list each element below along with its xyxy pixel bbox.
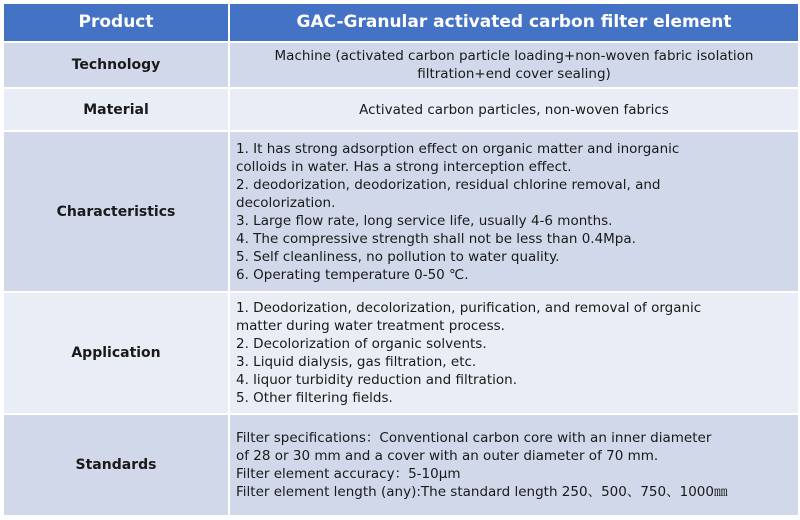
- label-technology: Technology: [3, 42, 229, 89]
- row-standards: [3, 414, 799, 516]
- row-application: [3, 292, 799, 414]
- characteristics-line: decolorization.: [236, 194, 336, 211]
- characteristics-line: 6. Operating temperature 0-50 ℃.: [236, 266, 469, 283]
- standards-line: Filter element length (any):The standard length 250、500、750、1000㎜: [236, 484, 728, 501]
- characteristics-line: 2. deodorization, deodorization, residual chlorine removal, and: [236, 176, 661, 193]
- characteristics-line: 5. Self cleanliness, no pollution to water quality.: [236, 248, 560, 265]
- value-technology: [229, 42, 799, 89]
- value-material: [229, 88, 799, 131]
- standards-line: of 28 or 30 mm and a cover with an outer diameter of 70 mm.: [236, 448, 659, 465]
- value-standards: [229, 414, 799, 516]
- characteristics-line: 3. Large flow rate, long service life, usually 4-6 months.: [236, 212, 613, 229]
- header-product-name: GAC-Granular activated carbon filter element: [229, 3, 799, 42]
- characteristics-line: 4. The compressive strength shall not be less than 0.4Mpa.: [236, 230, 636, 247]
- material-line: Activated carbon particles, non-woven fabrics: [359, 101, 669, 118]
- technology-line: Machine (activated carbon particle loading+non-woven fabric isolation: [274, 48, 754, 65]
- header-row: [3, 3, 799, 42]
- row-technology: [3, 42, 799, 89]
- header-product: Product: [3, 3, 229, 42]
- row-material: [3, 88, 799, 131]
- label-characteristics: Characteristics: [3, 131, 229, 292]
- characteristics-line: colloids in water. Has a strong interception effect.: [236, 158, 572, 175]
- characteristics-line: 1. It has strong adsorption effect on organic matter and inorganic: [236, 140, 680, 157]
- standards-line: Filter element accuracy：5-10μm: [236, 466, 461, 483]
- value-characteristics: [229, 131, 799, 292]
- technology-line: filtration+end cover sealing): [417, 66, 611, 83]
- product-spec-table: [2, 2, 800, 517]
- application-line: 5. Other filtering fields.: [236, 390, 393, 407]
- label-application: Application: [3, 292, 229, 414]
- label-material: Material: [3, 88, 229, 131]
- application-line: 1. Deodorization, decolorization, purification, and removal of organic: [236, 300, 702, 317]
- row-characteristics: [3, 131, 799, 292]
- application-line: matter during water treatment process.: [236, 318, 505, 335]
- label-standards: Standards: [3, 414, 229, 516]
- standards-line: Filter specifications：Conventional carbon core with an inner diameter: [236, 430, 712, 447]
- application-line: 3. Liquid dialysis, gas filtration, etc.: [236, 354, 477, 371]
- application-line: 4. liquor turbidity reduction and filtration.: [236, 372, 517, 389]
- value-application: [229, 292, 799, 414]
- application-line: 2. Decolorization of organic solvents.: [236, 336, 487, 353]
